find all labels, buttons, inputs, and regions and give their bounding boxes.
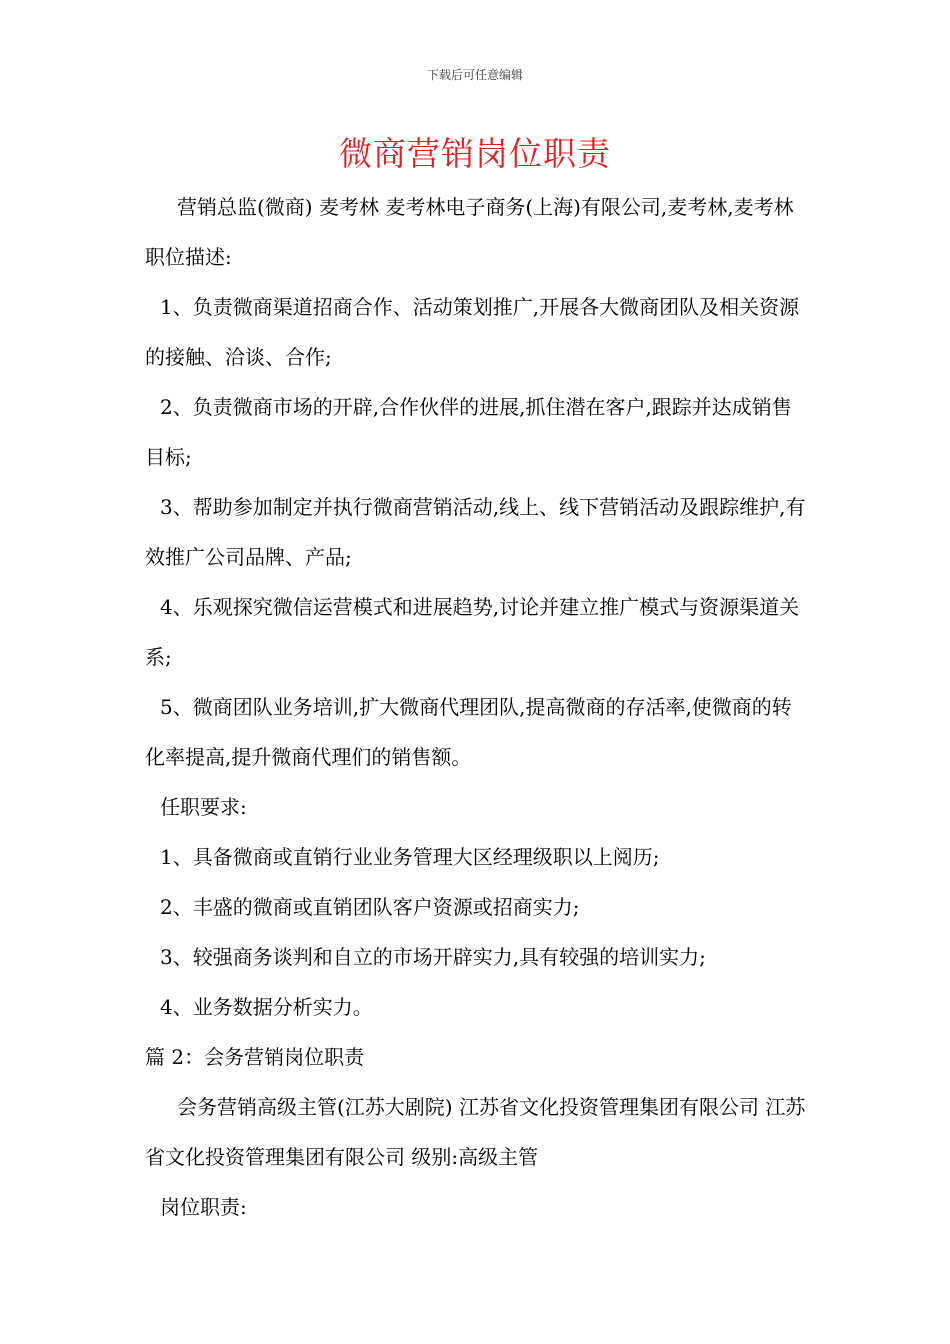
paragraph-section-2-duties-heading: 岗位职责: [160,1195,247,1219]
paragraph-duty-5: 5、微商团队业务培训,扩大微商代理团队,提高微商的存活率,使微商的转化率提高,提升微商代理们的销售额。 [145,695,792,769]
paragraph-requirement-2: 2、丰盛的微商或直销团队客户资源或招商实力; [160,895,580,919]
document-body [145,182,810,1232]
paragraph-duty-3: 3、帮助参加制定并执行微商营销活动,线上、线下营销活动及跟踪维护,有效推广公司品牌、产品; [145,495,806,569]
section-heading-2: 篇 2：会务营销岗位职责 [145,1045,365,1069]
paragraph-duty-4: 4、乐观探究微信运营模式和进展趋势,讨论并建立推广模式与资源渠道关系; [145,595,800,669]
paragraph-duty-2: 2、负责微商市场的开辟,合作伙伴的进展,抓住潜在客户,跟踪并达成销售目标; [145,395,792,469]
paragraph-duty-1: 1、负责微商渠道招商合作、活动策划推广,开展各大微商团队及相关资源的接触、洽谈、合作; [145,295,800,369]
page-header: 下载后可任意编辑 [426,68,523,82]
paragraph-requirement-3: 3、较强商务谈判和自立的市场开辟实力,具有较强的培训实力; [160,945,706,969]
paragraph-intro: 营销总监(微商) 麦考林 麦考林电子商务(上海)有限公司,麦考林,麦考林 职位描述: [145,195,794,269]
paragraph-section-2-intro: 会务营销高级主管(江苏大剧院) 江苏省文化投资管理集团有限公司 江苏省文化投资管理集团有限公司 级别:高级主管 [145,1095,806,1169]
paragraph-requirement-1: 1、具备微商或直销行业业务管理大区经理级职以上阅历; [160,845,660,869]
paragraph-requirement-4: 4、业务数据分析实力。 [160,995,373,1019]
document-title: 微商营销岗位职责 [339,134,611,173]
paragraph-requirements-heading: 任职要求: [160,795,247,819]
